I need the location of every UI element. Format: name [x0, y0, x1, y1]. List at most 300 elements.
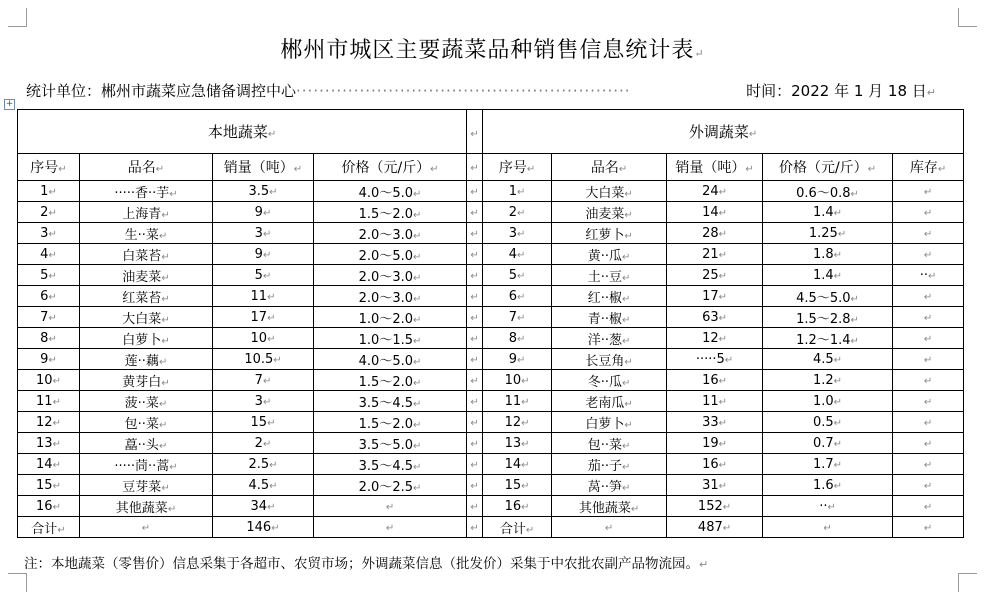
- cell-local-price: 1.5～2.0↵: [314, 412, 467, 433]
- cell-local-volume: 10.5↵: [213, 349, 314, 370]
- cell-local-price-text: 1.5～2.0: [358, 206, 413, 222]
- cell-local-no: 6↵: [18, 286, 80, 307]
- cell-out-volume: 152↵: [667, 496, 763, 517]
- cell-out-volume-text: 24: [702, 183, 719, 199]
- cell-out-no: 6↵: [483, 286, 552, 307]
- cell-out-name: 黄··瓜↵: [552, 244, 667, 265]
- statistics-unit: 统计单位：郴州市蔬菜应急储备调控中心··························································: [26, 82, 631, 100]
- cell-out-volume-text: 33: [702, 414, 719, 430]
- cell-out-price: 1.2↵: [763, 370, 893, 391]
- margin-corner-bottom-left: [8, 573, 27, 592]
- cell-out-no-text: 11: [504, 393, 522, 409]
- table-row: [18, 349, 964, 370]
- cell-out-stock: ↵: [893, 307, 964, 328]
- cell-local-no-text: 16: [36, 498, 53, 514]
- cell-out-no-text: 1: [508, 183, 517, 199]
- cell-out-name: 油麦菜↵: [552, 202, 667, 223]
- cell-local-no-text: 12: [36, 414, 53, 430]
- cell-out-no: 1↵: [483, 181, 552, 202]
- cell-local-name: 白菜苔↵: [80, 244, 213, 265]
- cell-local-name: 其他蔬菜↵: [80, 496, 213, 517]
- cell-local-name: 藠··头↵: [80, 433, 213, 454]
- local-total-label-text: 合计: [31, 521, 58, 537]
- table-row: [18, 412, 964, 433]
- cell-local-name-text: ·····香··芋: [114, 185, 170, 201]
- cell-out-name: 包··菜↵: [552, 433, 667, 454]
- local-total-name: ↵: [80, 517, 213, 538]
- local-total-value: 146↵: [213, 517, 314, 538]
- cell-local-name: 豆芽菜↵: [80, 475, 213, 496]
- cell-out-price: 4.5～5.0↵: [763, 286, 893, 307]
- cell-out-no: 12↵: [483, 412, 552, 433]
- cell-local-volume: 7↵: [213, 370, 314, 391]
- column-header-row: [18, 154, 964, 181]
- cell-local-name: ·····香··芋↵: [80, 181, 213, 202]
- cell-out-name-text: 莴··笋: [587, 479, 622, 495]
- cell-out-volume-text: 14: [702, 204, 719, 220]
- cell-local-price: 1.0～2.0↵: [314, 307, 467, 328]
- cell-out-price-text: 1.5～2.8: [796, 311, 851, 327]
- cell-local-name-text: 豆芽菜: [122, 479, 162, 495]
- cell-local-name-text: 红菜苔: [122, 290, 162, 306]
- cell-local-no: 5↵: [18, 265, 80, 286]
- table-row: [18, 307, 964, 328]
- cell-local-price: 3.5～4.5↵: [314, 454, 467, 475]
- cell-out-price: ··↵: [763, 496, 893, 517]
- table-row: [18, 223, 964, 244]
- cell-local-name-text: 菠··菜: [124, 395, 159, 411]
- cell-out-no-text: 2: [508, 204, 517, 220]
- separator-cell: ↵: [467, 328, 483, 349]
- cell-out-name: 冬··瓜↵: [552, 370, 667, 391]
- cell-out-no: 7↵: [483, 307, 552, 328]
- cell-local-volume: 34↵: [213, 496, 314, 517]
- cell-local-price-text: 3.5～4.5: [358, 458, 413, 474]
- cell-local-price-text: 3.5～5.0: [358, 437, 413, 453]
- cell-out-price-text: 1.8: [812, 246, 834, 262]
- cell-out-price: 1.25↵: [763, 223, 893, 244]
- margin-corner-bottom-right: [958, 573, 977, 592]
- table-move-handle-icon[interactable]: +: [5, 99, 14, 109]
- footnote: 注：本地蔬菜（零售价）信息采集于各超市、农贸市场；外调蔬菜信息（批发价）采集于中农批农副产品物流园。↵: [24, 556, 709, 572]
- table-row: [18, 370, 964, 391]
- cell-out-price: 1.4↵: [763, 265, 893, 286]
- cell-local-no: 12↵: [18, 412, 80, 433]
- col-header-out-price: 价格（元/斤）↵: [763, 154, 893, 181]
- cell-local-volume-text: 17: [250, 309, 268, 325]
- cell-local-no-text: 14: [36, 456, 53, 472]
- cell-out-price-text: 0.7: [812, 435, 834, 451]
- col-header-out-name: 品名↵: [552, 154, 667, 181]
- cell-local-volume-text: 15: [250, 414, 268, 430]
- cell-local-volume: 9↵: [213, 244, 314, 265]
- cell-out-stock: ↵: [893, 433, 964, 454]
- margin-corner-top-right: [958, 8, 977, 27]
- cell-local-no-text: 15: [36, 477, 53, 493]
- cell-out-stock-text: ··: [919, 267, 928, 283]
- cell-out-no-text: 6: [508, 288, 517, 304]
- table-row: [18, 475, 964, 496]
- cell-out-volume-text: 152: [697, 498, 723, 514]
- cell-out-volume: 16↵: [667, 454, 763, 475]
- col-header-local-no: 序号↵: [18, 154, 80, 181]
- cell-out-volume: 21↵: [667, 244, 763, 265]
- cell-out-volume: 19↵: [667, 433, 763, 454]
- cell-local-volume-text: 9: [254, 246, 263, 262]
- cell-out-price-text: 0.5: [812, 414, 834, 430]
- cell-local-no: 2↵: [18, 202, 80, 223]
- cell-out-stock: ↵: [893, 181, 964, 202]
- cell-out-stock: ↵: [893, 202, 964, 223]
- cell-local-no: 15↵: [18, 475, 80, 496]
- cell-out-name: 其他蔬菜↵: [552, 496, 667, 517]
- cell-local-volume: 2.5↵: [213, 454, 314, 475]
- cell-local-price: 2.0～2.5↵: [314, 475, 467, 496]
- cell-out-no-text: 13: [504, 435, 522, 451]
- local-total-label: 合计↵: [18, 517, 80, 538]
- cell-local-price-text: 2.0～3.0: [358, 290, 413, 306]
- cell-local-price-text: 3.5～4.5: [358, 395, 413, 411]
- cell-out-name-text: 冬··瓜: [587, 374, 622, 390]
- cell-local-no-text: 6: [40, 288, 49, 304]
- cell-out-name: 红萝卜↵: [552, 223, 667, 244]
- cell-local-name: 上海青↵: [80, 202, 213, 223]
- cell-local-volume: 3.5↵: [213, 181, 314, 202]
- cell-local-price-text: 1.0～2.0: [358, 311, 413, 327]
- cell-out-stock: ··↵: [893, 265, 964, 286]
- cell-out-volume: 31↵: [667, 475, 763, 496]
- cell-out-name-text: 大白菜: [585, 185, 625, 201]
- cell-local-volume-text: 3: [254, 225, 263, 241]
- cell-local-price: 2.0～3.0↵: [314, 286, 467, 307]
- local-total-price: ↵: [314, 517, 467, 538]
- cell-local-volume: 9↵: [213, 202, 314, 223]
- local-group-header: 本地蔬菜↵: [18, 110, 467, 154]
- cell-local-name-text: 上海青: [122, 206, 162, 222]
- table-row: [18, 181, 964, 202]
- cell-local-name: 油麦菜↵: [80, 265, 213, 286]
- separator-cell: ↵: [467, 370, 483, 391]
- cell-out-no-text: 16: [504, 498, 522, 514]
- cell-out-no: 5↵: [483, 265, 552, 286]
- cell-out-volume-text: 28: [702, 225, 719, 241]
- cell-out-no: 11↵: [483, 391, 552, 412]
- cell-local-name-text: 黄芽白: [122, 374, 162, 390]
- cell-out-name: 青··椒↵: [552, 307, 667, 328]
- cell-local-price: 4.0～5.0↵: [314, 181, 467, 202]
- cell-local-price-text: 1.5～2.0: [358, 374, 413, 390]
- cell-out-price-text: 1.4: [812, 204, 834, 220]
- cell-out-name: 莴··笋↵: [552, 475, 667, 496]
- cell-out-price-text: 1.2: [812, 372, 834, 388]
- cell-local-no-text: 9: [40, 351, 49, 367]
- cell-out-name-text: 包··菜: [587, 437, 622, 453]
- cell-out-no: 15↵: [483, 475, 552, 496]
- cell-local-volume: 3↵: [213, 223, 314, 244]
- cell-local-name: 生··菜↵: [80, 223, 213, 244]
- separator-cell: ↵: [467, 202, 483, 223]
- cell-local-no: 13↵: [18, 433, 80, 454]
- cell-local-no: 9↵: [18, 349, 80, 370]
- cell-out-name: 土··豆↵: [552, 265, 667, 286]
- separator-cell: ↵: [467, 110, 483, 154]
- cell-out-volume-text: 31: [702, 477, 719, 493]
- cell-out-name: 大白菜↵: [552, 181, 667, 202]
- separator-cell: ↵: [467, 181, 483, 202]
- cell-local-name-text: 其他蔬菜: [115, 500, 168, 516]
- cell-local-volume-text: 10.5: [244, 351, 274, 367]
- cell-out-stock: ↵: [893, 349, 964, 370]
- cell-out-volume: 25↵: [667, 265, 763, 286]
- cell-local-name: 包··菜↵: [80, 412, 213, 433]
- cell-out-volume-text: 63: [702, 309, 719, 325]
- cell-out-price-text: 1.2～1.4: [796, 332, 851, 348]
- cell-local-price: 3.5～5.0↵: [314, 433, 467, 454]
- cell-local-no-text: 11: [36, 393, 53, 409]
- cell-local-price: 1.0～1.5↵: [314, 328, 467, 349]
- document-title: 郴州市城区主要蔬菜品种销售信息统计表↵: [280, 38, 705, 63]
- cell-out-volume-text: 16: [702, 456, 719, 472]
- col-header-local-name: 品名↵: [80, 154, 213, 181]
- cell-out-no-text: 5: [508, 267, 517, 283]
- cell-out-volume-text: 12: [702, 330, 719, 346]
- col-header-local-volume: 销量（吨）↵: [213, 154, 314, 181]
- out-total-label-text: 合计: [499, 521, 526, 537]
- margin-corner-top-left: [8, 8, 27, 27]
- cell-local-name-text: 白萝卜: [122, 332, 162, 348]
- cell-local-no: 1↵: [18, 181, 80, 202]
- col-header-local-price: 价格（元/斤）↵: [314, 154, 467, 181]
- cell-local-price-text: 2.0～5.0: [358, 248, 413, 264]
- out-total-price: ↵: [763, 517, 893, 538]
- statistics-date: 时间：2022 年 1 月 18 日↵: [746, 82, 936, 100]
- cell-local-no-text: 3: [40, 225, 49, 241]
- cell-local-price: 3.5～4.5↵: [314, 391, 467, 412]
- cell-out-stock: ↵: [893, 223, 964, 244]
- cell-local-volume-text: 5: [254, 267, 263, 283]
- cell-local-name: ·····茼··蒿↵: [80, 454, 213, 475]
- cell-out-stock: ↵: [893, 496, 964, 517]
- table-row: [18, 265, 964, 286]
- cell-local-price: 1.5～2.0↵: [314, 202, 467, 223]
- separator-cell: ↵: [467, 223, 483, 244]
- cell-local-no: 11↵: [18, 391, 80, 412]
- cell-out-price: 1.4↵: [763, 202, 893, 223]
- cell-out-name-text: 土··豆: [587, 269, 622, 285]
- cell-local-volume-text: 7: [254, 372, 263, 388]
- cell-out-price-text: 0.6～0.8: [796, 185, 851, 201]
- cell-out-price: 1.5～2.8↵: [763, 307, 893, 328]
- cell-out-volume: 14↵: [667, 202, 763, 223]
- cell-local-no-text: 7: [40, 309, 49, 325]
- cell-out-price-text: 1.4: [812, 267, 834, 283]
- table-row: [18, 328, 964, 349]
- cell-local-name: 莲··藕↵: [80, 349, 213, 370]
- out-total-value: 487↵: [667, 517, 763, 538]
- cell-out-stock: ↵: [893, 244, 964, 265]
- cell-out-stock: ↵: [893, 454, 964, 475]
- separator-cell: ↵: [467, 454, 483, 475]
- cell-out-volume: 28↵: [667, 223, 763, 244]
- separator-cell: ↵: [467, 433, 483, 454]
- cell-out-volume-text: 17: [702, 288, 719, 304]
- col-header-out-no: 序号↵: [483, 154, 552, 181]
- table-row: [18, 391, 964, 412]
- cell-local-no-text: 5: [40, 267, 49, 283]
- cell-out-no: 13↵: [483, 433, 552, 454]
- cell-out-name-text: 红··椒: [587, 290, 622, 306]
- cell-out-name-text: 白萝卜: [585, 416, 625, 432]
- table-row: [18, 454, 964, 475]
- cell-out-volume: 16↵: [667, 370, 763, 391]
- outside-group-header: 外调蔬菜↵: [483, 110, 964, 154]
- cell-out-volume-text: 21: [702, 246, 719, 262]
- cell-local-no: 4↵: [18, 244, 80, 265]
- out-total-label: 合计↵: [483, 517, 552, 538]
- cell-local-price: 2.0～3.0↵: [314, 265, 467, 286]
- cell-out-name: 红··椒↵: [552, 286, 667, 307]
- cell-out-no-text: 3: [508, 225, 517, 241]
- cell-local-name: 菠··菜↵: [80, 391, 213, 412]
- cell-out-name-text: 长豆角: [585, 353, 625, 369]
- separator-cell: ↵: [467, 265, 483, 286]
- cell-out-name: 老南瓜↵: [552, 391, 667, 412]
- cell-out-no-text: 14: [504, 456, 522, 472]
- separator-cell: ↵: [467, 244, 483, 265]
- cell-local-volume-text: 34: [250, 498, 268, 514]
- cell-out-no-text: 10: [504, 372, 522, 388]
- cell-local-price: 2.0～3.0↵: [314, 223, 467, 244]
- cell-out-name: 长豆角↵: [552, 349, 667, 370]
- cell-out-price: 0.6～0.8↵: [763, 181, 893, 202]
- cell-out-no-text: 12: [504, 414, 522, 430]
- cell-local-name-text: 包··菜: [124, 416, 159, 432]
- cell-out-volume: 12↵: [667, 328, 763, 349]
- cell-local-price-text: 2.0～2.5: [358, 479, 413, 495]
- cell-out-no-text: 8: [508, 330, 517, 346]
- cell-out-volume-text: 16: [702, 372, 719, 388]
- cell-local-volume-text: 4.5: [248, 477, 270, 493]
- meta-line: [26, 80, 936, 101]
- out-total-name: ↵: [552, 517, 667, 538]
- cell-local-price-text: 1.5～2.0: [358, 416, 413, 432]
- group-header-row: [18, 110, 964, 154]
- cell-out-name-text: 红萝卜: [585, 227, 625, 243]
- separator-cell: ↵: [467, 307, 483, 328]
- table-row: [18, 244, 964, 265]
- cell-local-volume: 15↵: [213, 412, 314, 433]
- table-row: [18, 286, 964, 307]
- cell-out-no: 2↵: [483, 202, 552, 223]
- separator-cell: ↵: [467, 496, 483, 517]
- cell-local-no-text: 1: [40, 183, 49, 199]
- cell-local-no-text: 13: [36, 435, 53, 451]
- cell-local-no: 14↵: [18, 454, 80, 475]
- cell-local-name-text: ·····茼··蒿: [114, 458, 170, 474]
- out-total-value-text: 487: [697, 519, 723, 535]
- cell-local-volume-text: 9: [254, 204, 263, 220]
- cell-local-volume-text: 2: [254, 435, 263, 451]
- cell-out-stock: ↵: [893, 475, 964, 496]
- cell-out-name-text: 茄··子: [587, 458, 622, 474]
- cell-out-volume: 17↵: [667, 286, 763, 307]
- cell-local-price-text: 4.0～5.0: [358, 185, 413, 201]
- cell-out-name-text: 黄··瓜: [587, 248, 622, 264]
- cell-out-price: 1.6↵: [763, 475, 893, 496]
- cell-local-no-text: 2: [40, 204, 49, 220]
- cell-out-no: 8↵: [483, 328, 552, 349]
- cell-out-no: 3↵: [483, 223, 552, 244]
- cell-local-price: 4.0～5.0↵: [314, 349, 467, 370]
- cell-out-stock: ↵: [893, 391, 964, 412]
- table-row: [18, 202, 964, 223]
- cell-out-price-text: 4.5～5.0: [796, 290, 851, 306]
- cell-out-name-text: 其他蔬菜: [578, 500, 631, 516]
- cell-out-no-text: 7: [508, 309, 517, 325]
- cell-local-no-text: 4: [40, 246, 49, 262]
- cell-local-volume-text: 2.5: [248, 456, 270, 472]
- cell-local-name: 红菜苔↵: [80, 286, 213, 307]
- cell-local-price: ↵: [314, 496, 467, 517]
- cell-out-volume: 24↵: [667, 181, 763, 202]
- cell-local-name-text: 白菜苔: [122, 248, 162, 264]
- separator-cell: ↵: [467, 517, 483, 538]
- cell-out-volume-text: 11: [702, 393, 719, 409]
- cell-out-volume: 33↵: [667, 412, 763, 433]
- cell-out-name: 茄··子↵: [552, 454, 667, 475]
- cell-out-price: 1.8↵: [763, 244, 893, 265]
- cell-out-price-text: 4.5: [812, 351, 834, 367]
- cell-out-volume-text: ·····5: [695, 351, 725, 367]
- cell-local-volume: 11↵: [213, 286, 314, 307]
- cell-out-price: 1.2～1.4↵: [763, 328, 893, 349]
- cell-local-name: 黄芽白↵: [80, 370, 213, 391]
- cell-local-volume: 3↵: [213, 391, 314, 412]
- cell-out-stock: ↵: [893, 370, 964, 391]
- cell-out-volume: 11↵: [667, 391, 763, 412]
- cell-out-name: 白萝卜↵: [552, 412, 667, 433]
- cell-out-no-text: 4: [508, 246, 517, 262]
- cell-local-no: 7↵: [18, 307, 80, 328]
- cell-local-no: 3↵: [18, 223, 80, 244]
- separator-cell: ↵: [467, 391, 483, 412]
- cell-local-volume: 2↵: [213, 433, 314, 454]
- cell-out-no: 9↵: [483, 349, 552, 370]
- cell-local-price: 1.5～2.0↵: [314, 370, 467, 391]
- cell-local-volume: 10↵: [213, 328, 314, 349]
- table-row: [18, 496, 964, 517]
- cell-local-name-text: 莲··藕: [124, 353, 159, 369]
- separator-cell: ↵: [467, 286, 483, 307]
- cell-local-name-text: 生··菜: [124, 227, 159, 243]
- total-row: [18, 517, 964, 538]
- cell-out-volume: ·····5↵: [667, 349, 763, 370]
- cell-local-name-text: 油麦菜: [122, 269, 162, 285]
- cell-out-stock: ↵: [893, 286, 964, 307]
- cell-local-no-text: 10: [36, 372, 53, 388]
- cell-out-price: 0.5↵: [763, 412, 893, 433]
- cell-local-name-text: 藠··头: [124, 437, 159, 453]
- cell-local-volume-text: 3.5: [248, 183, 270, 199]
- cell-local-price: 2.0～5.0↵: [314, 244, 467, 265]
- cell-out-volume-text: 25: [702, 267, 719, 283]
- table-row: [18, 433, 964, 454]
- cell-local-no-text: 8: [40, 330, 49, 346]
- cell-local-no: 16↵: [18, 496, 80, 517]
- cell-out-price-text: 1.25: [808, 225, 838, 241]
- cell-out-volume-text: 19: [702, 435, 719, 451]
- cell-local-volume-text: 10: [250, 330, 268, 346]
